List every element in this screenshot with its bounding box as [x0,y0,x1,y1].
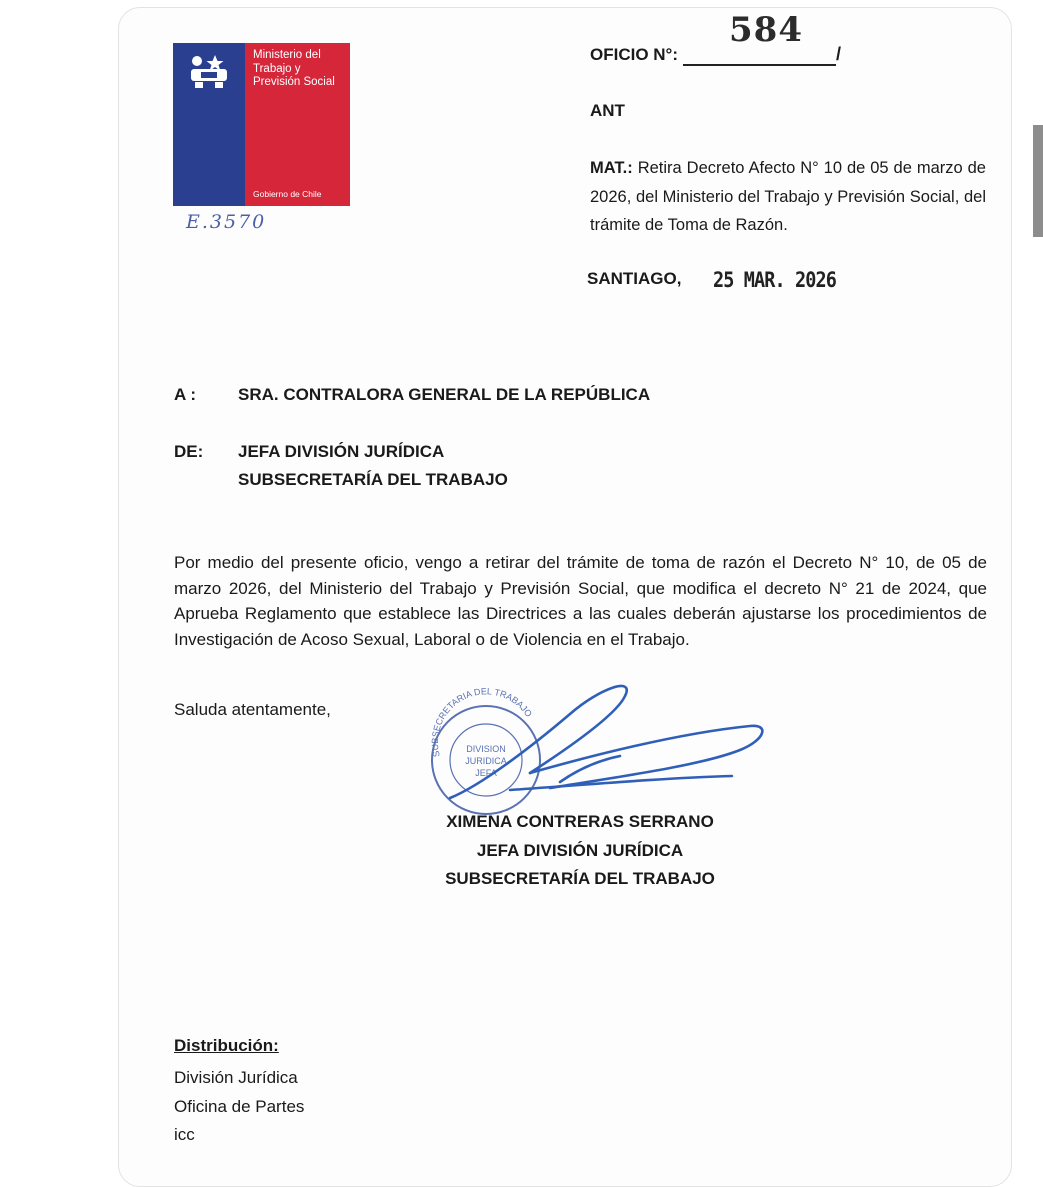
ant-label: ANT [590,101,625,120]
signer-title: JEFA DIVISIÓN JURÍDICA [476,840,684,860]
oficio-number: 584 [729,10,803,50]
oficio-slash: / [836,44,842,64]
city-label: SANTIAGO, [587,269,682,288]
scrollbar[interactable] [1033,125,1043,237]
ministry-logo [173,43,350,206]
distribution-list [174,1064,304,1150]
signature-scribble-icon [450,686,762,798]
oficio-label: OFICIO N°: [590,45,679,64]
mat-block [590,154,986,240]
from-line-1: JEFA DIVISIÓN JURÍDICA [238,442,445,461]
body-paragraph: Por medio del presente oficio, vengo a retirar del trámite de toma de razón el Decreto N° 10, de 05 de marzo 2026, del Ministerio del Trabajo y Previsión Social, que modifica el decreto N° 21 de 2024, que Aprueba Reglamento que establece las Directrices a las cuales deberán ajustarse los procedimientos de Investigación de Acoso Sexual, Laboral o de Violencia en el Trabajo. [174,553,987,649]
to-label: A : [174,385,197,404]
to-value: SRA. CONTRALORA GENERAL DE LA REPÚBLICA [238,385,651,404]
seal-center-line-1: DIVISION [466,744,506,754]
logo-ministry-name: Ministerio del Trabajo y Previsión Social [253,49,335,88]
signature-block [440,808,720,894]
date-stamp: 25 MAR. 2026 [713,268,836,292]
from-label: DE: [174,442,204,461]
seal-center-line-3: JEFA [475,768,497,778]
seal-ring-text: SUBSECRETARIA DEL TRABAJO [429,686,534,758]
list-item: División Jurídica [174,1068,298,1087]
oficio-underline [683,64,836,66]
logo-government-name: Gobierno de Chile [253,189,322,199]
seal-center-line-2: JURIDICA [465,756,507,766]
signature-and-seal [420,678,780,818]
from-line-2: SUBSECRETARÍA DEL TRABAJO [238,470,508,489]
greeting: Saluda atentamente, [174,700,331,719]
coat-of-arms-icon [185,51,233,91]
distribution-title: Distribución: [174,1036,279,1055]
signer-name: XIMENA CONTRERAS SERRANO [446,812,714,831]
list-item: icc [174,1125,195,1144]
list-item: Oficina de Partes [174,1096,305,1116]
handwritten-note: E.3570 [186,211,267,233]
signer-office: SUBSECRETARÍA DEL TRABAJO [445,869,715,888]
mat-label: MAT.: [590,159,633,177]
logo-blue-band [173,43,245,206]
mat-text: Retira Decreto Afecto N° 10 de 05 de marzo de 2026, del Ministerio del Trabajo y Previsión Social, del trámite de Toma de Razón. [590,159,986,234]
